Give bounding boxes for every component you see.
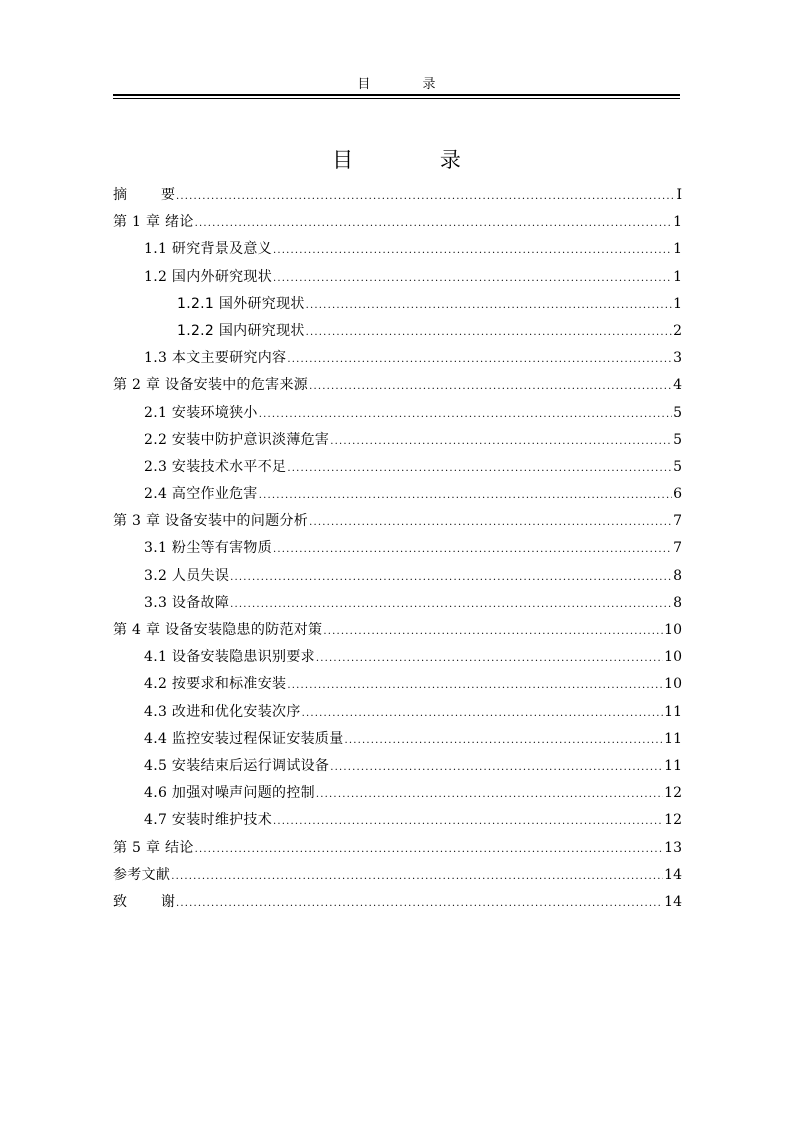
toc-page-number: 14: [664, 866, 682, 883]
dot-leader: [259, 401, 672, 428]
toc-entry[interactable]: [113, 400, 682, 427]
toc-entry-label: 4.1 设备安装隐患识别要求: [144, 649, 315, 666]
toc-title: 目 录: [332, 148, 501, 172]
toc-entry-label: 4.6 加强对噪声问题的控制: [144, 785, 315, 802]
toc-entry-label: 2.4 高空作业危害: [144, 486, 258, 503]
header-rule-thin: [113, 98, 680, 99]
toc-entry[interactable]: [113, 236, 682, 263]
toc-page-number: 10: [664, 649, 682, 666]
toc-page-number: 14: [664, 893, 682, 910]
dot-leader: [287, 672, 663, 699]
toc-entry-label-part: 谢: [161, 893, 175, 910]
toc-page-number: 5: [673, 404, 682, 421]
toc-entry[interactable]: [113, 753, 682, 780]
toc-page-number: 4: [673, 377, 682, 394]
toc-entry[interactable]: [113, 291, 682, 318]
dot-leader: [273, 237, 672, 264]
dot-leader: [323, 618, 663, 645]
toc-page-number: 11: [664, 730, 682, 747]
dot-leader: [195, 210, 672, 237]
toc-entry-label: 3.3 设备故障: [144, 594, 230, 611]
toc-page-number: 12: [664, 785, 682, 802]
dot-leader: [287, 346, 672, 373]
dot-leader: [345, 727, 664, 754]
toc-entry[interactable]: [113, 182, 682, 209]
dot-leader: [259, 482, 672, 509]
toc-entry-label: 第 1 章 绪论: [113, 214, 194, 231]
toc-page-number: 10: [664, 622, 682, 638]
dot-leader: [309, 373, 672, 400]
toc-entry-label: 4.3 改进和优化安装次序: [144, 703, 301, 720]
toc-entry-label: 2.3 安装技术水平不足: [144, 458, 287, 475]
toc-entry[interactable]: [113, 209, 682, 236]
toc-entry-label: 1.2.2 国内研究现状: [177, 322, 305, 339]
toc-entry-label: 第 2 章 设备安装中的危害来源: [113, 377, 309, 394]
dot-leader: [195, 836, 664, 863]
toc-entry[interactable]: [113, 726, 682, 753]
toc-page-number: 12: [664, 812, 682, 829]
toc-page-number: 7: [673, 513, 682, 530]
toc-entry[interactable]: [113, 481, 682, 508]
dot-leader: [230, 591, 672, 618]
toc-entry-label: 4.2 按要求和标准安装: [144, 676, 287, 693]
toc-entry[interactable]: [113, 563, 682, 590]
toc-entry[interactable]: [113, 862, 682, 889]
toc-entry[interactable]: [113, 345, 682, 372]
dot-leader: [176, 890, 663, 917]
running-header: 目 录: [357, 77, 460, 92]
dot-leader: [316, 645, 663, 672]
toc-entry[interactable]: [113, 264, 682, 291]
toc-entry-label: 1.3 本文主要研究内容: [144, 350, 287, 367]
toc-page-number: 1: [673, 214, 682, 231]
dot-leader: [230, 564, 672, 591]
toc-page-number: 1: [673, 295, 682, 312]
toc-entry[interactable]: [113, 427, 682, 454]
toc-page-number: 13: [664, 839, 682, 856]
toc-entry-label: 1.2.1 国外研究现状: [177, 295, 305, 312]
toc-entry-label: 1.1 研究背景及意义: [144, 241, 273, 258]
dot-leader: [316, 781, 663, 808]
dot-leader: [330, 754, 663, 781]
toc-entry-label: 3.2 人员失误: [144, 567, 230, 584]
toc-page-number: 5: [673, 431, 682, 448]
toc-entry[interactable]: [113, 617, 682, 644]
toc-entry-label: 4.5 安装结束后运行调试设备: [144, 757, 330, 774]
toc-entry-label: 2.1 安装环境狭小: [144, 404, 258, 421]
dot-leader: [302, 700, 664, 727]
toc-entry-label-part: 致: [113, 893, 127, 910]
dot-leader: [287, 455, 672, 482]
toc-entry[interactable]: [113, 590, 682, 617]
toc-entry-label: 第 5 章 结论: [113, 839, 194, 856]
toc-entry-label: [113, 182, 175, 209]
toc-entry[interactable]: [113, 318, 682, 345]
toc-page-number: I: [676, 187, 682, 203]
dot-leader: [171, 863, 663, 890]
toc-entry-label: 第 4 章 设备安装隐患的防范对策: [113, 622, 323, 638]
toc-entry-label: 4.4 监控安装过程保证安装质量: [144, 730, 344, 747]
toc-page-number: 1: [673, 241, 682, 258]
dot-leader: [176, 183, 675, 210]
dot-leader: [273, 265, 672, 292]
toc-page-number: 2: [673, 322, 682, 339]
toc-entry[interactable]: [113, 644, 682, 671]
dot-leader: [306, 319, 672, 346]
toc-entry[interactable]: [113, 889, 682, 916]
dot-leader: [273, 536, 672, 563]
toc-entry-label: 参考文献: [113, 866, 171, 883]
dot-leader: [309, 509, 672, 536]
toc-entry[interactable]: [113, 454, 682, 481]
toc-entry-label-part: 摘: [113, 187, 127, 203]
toc-entry[interactable]: [113, 671, 682, 698]
toc-page-number: 8: [673, 567, 682, 584]
toc-page-number: 8: [673, 594, 682, 611]
toc-entry-label: 3.1 粉尘等有害物质: [144, 540, 273, 557]
toc-page-number: 7: [673, 540, 682, 557]
toc-entry-label: 第 3 章 设备安装中的问题分析: [113, 513, 309, 530]
toc-page-number: 11: [664, 757, 682, 774]
dot-leader: [330, 428, 672, 455]
toc-entry[interactable]: [113, 372, 682, 399]
toc-entry[interactable]: [113, 535, 682, 562]
table-of-contents: [113, 182, 682, 916]
toc-entry-label: [113, 889, 175, 916]
toc-page-number: 3: [673, 350, 682, 367]
header-rule: [113, 94, 680, 96]
dot-leader: [273, 808, 663, 835]
toc-entry[interactable]: [113, 508, 682, 535]
toc-entry[interactable]: [113, 835, 682, 862]
toc-entry-label: 2.2 安装中防护意识淡薄危害: [144, 431, 330, 448]
toc-page-number: 10: [664, 676, 682, 693]
toc-entry[interactable]: [113, 699, 682, 726]
dot-leader: [306, 292, 672, 319]
toc-entry-label: 4.7 安装时维护技术: [144, 812, 273, 829]
toc-entry[interactable]: [113, 807, 682, 834]
toc-page-number: 5: [673, 458, 682, 475]
toc-entry-label: 1.2 国内外研究现状: [144, 268, 273, 285]
toc-entry-label-part: 要: [161, 187, 175, 203]
toc-page-number: 1: [673, 268, 682, 285]
toc-page-number: 11: [664, 703, 682, 720]
toc-page-number: 6: [673, 486, 682, 503]
toc-entry[interactable]: [113, 780, 682, 807]
